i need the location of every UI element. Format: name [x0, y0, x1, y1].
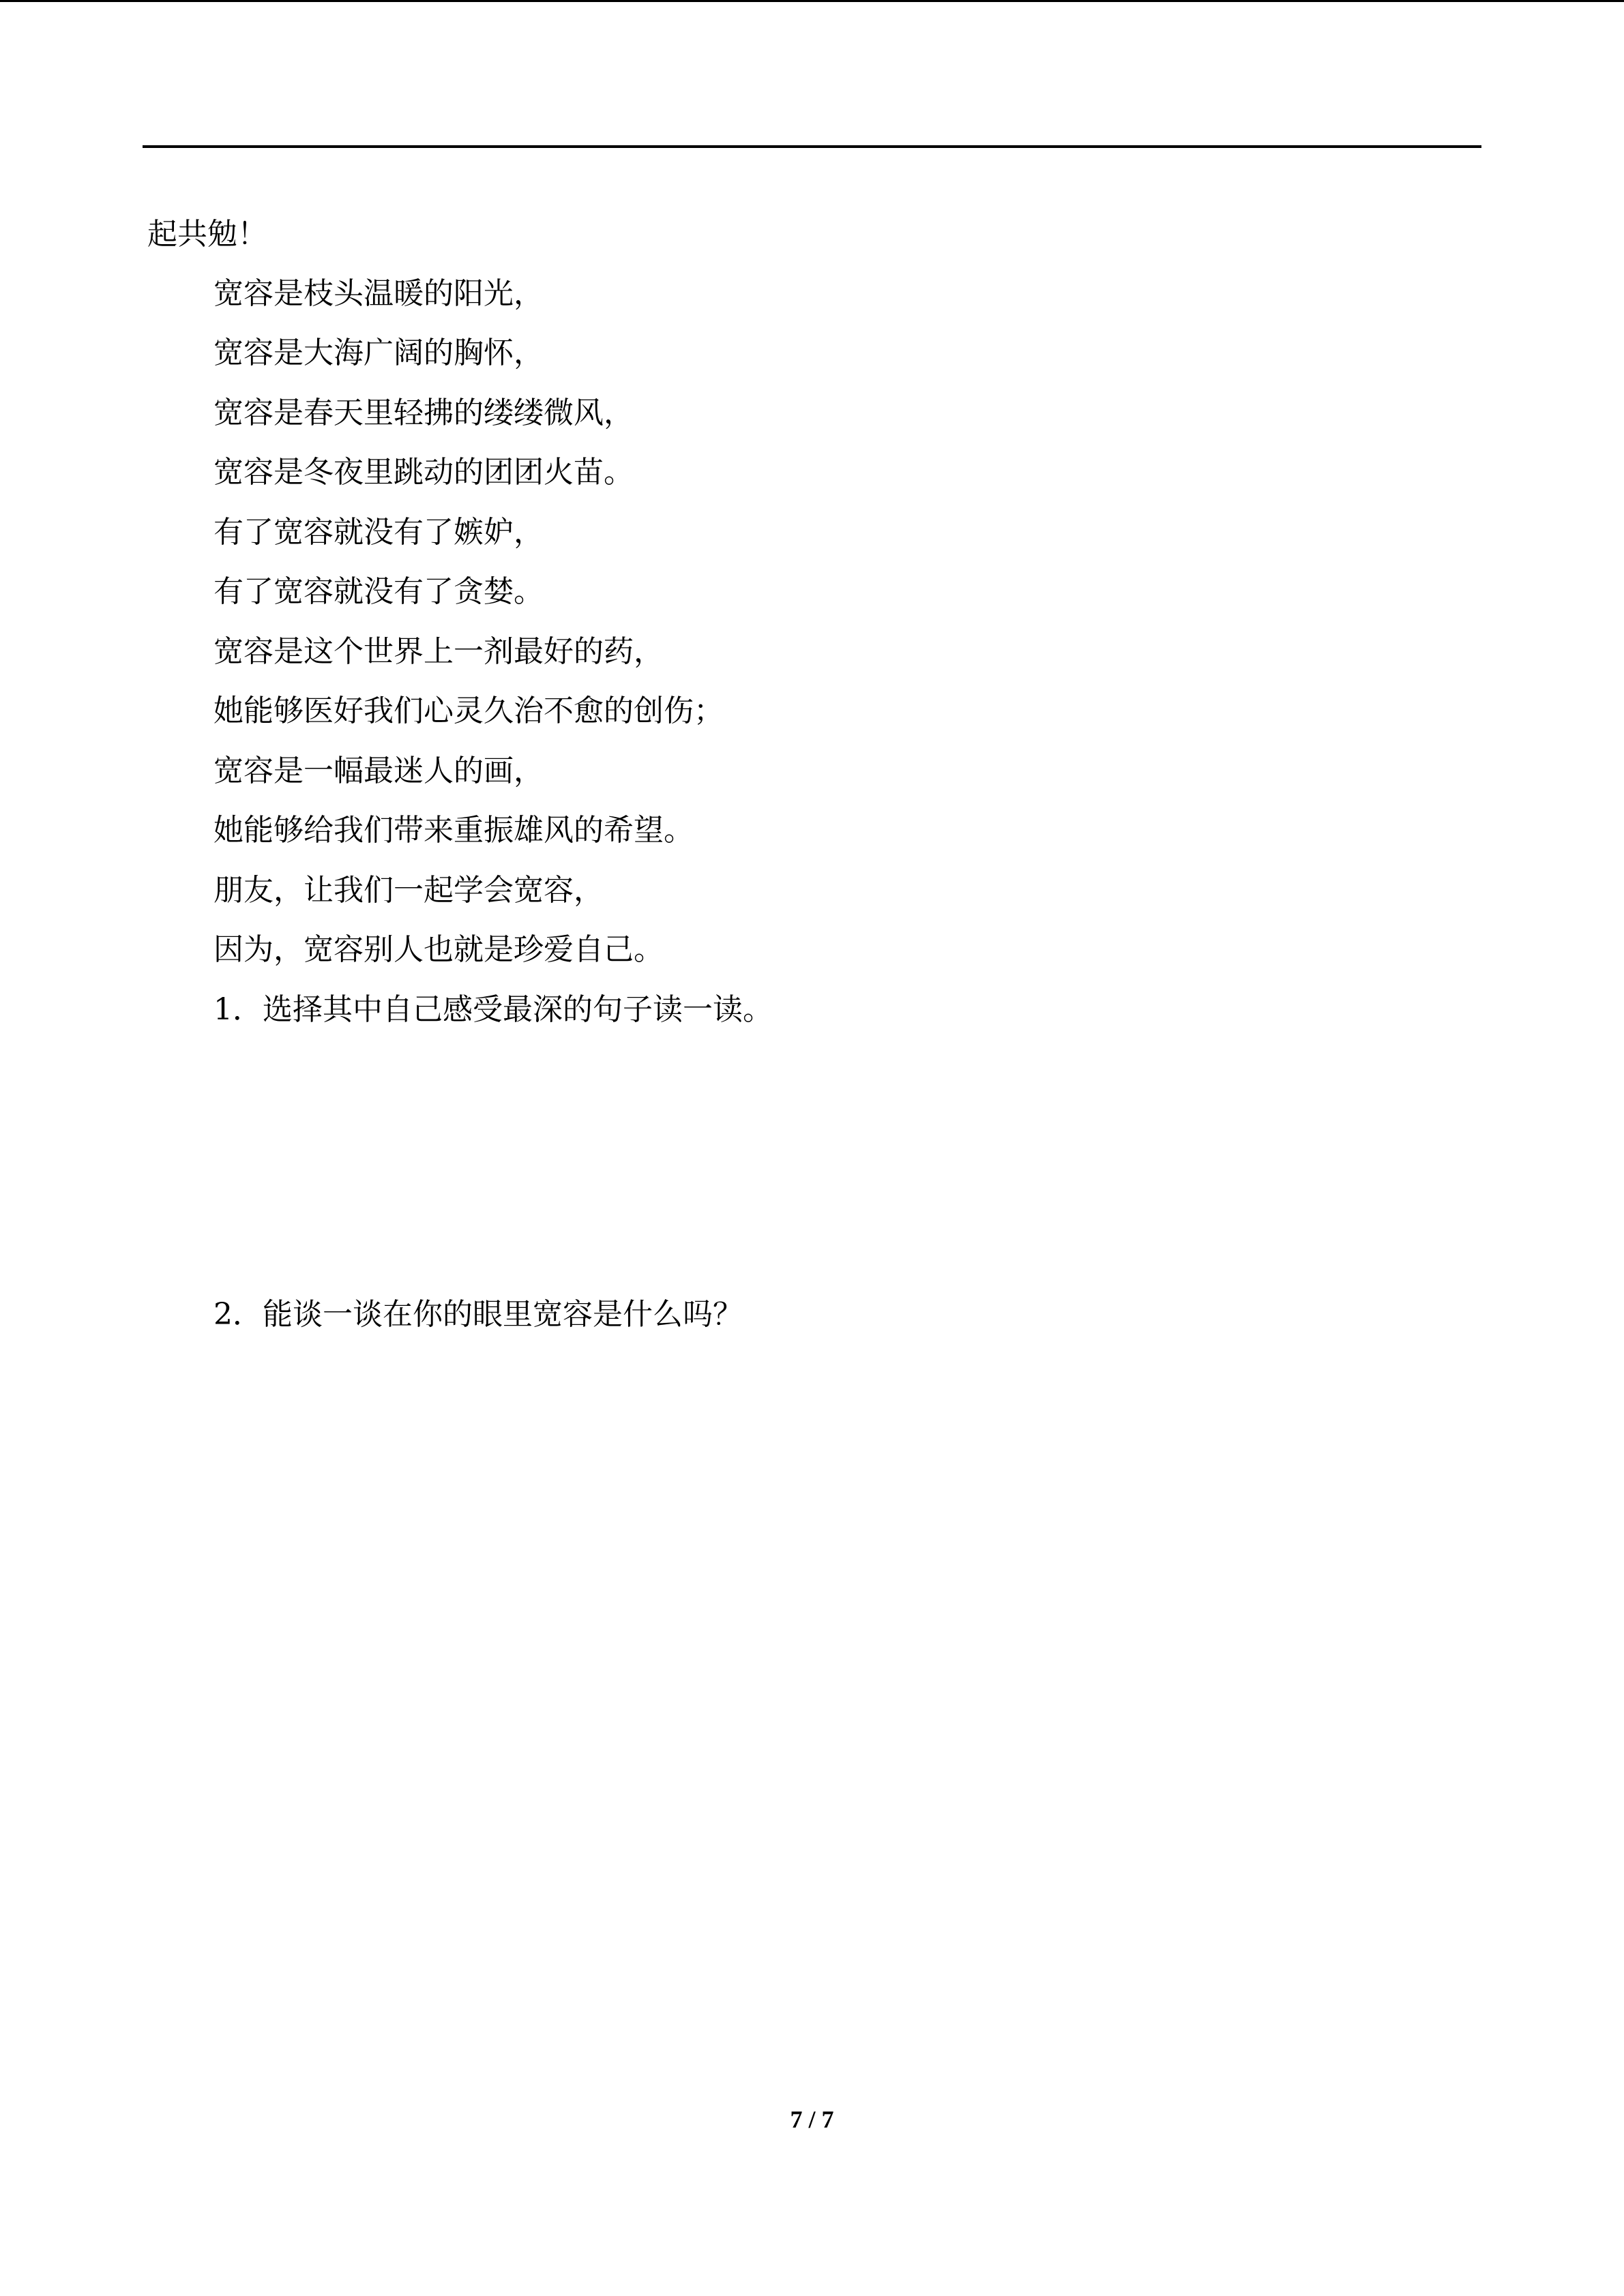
poem-line: 宽容是大海广阔的胸怀，	[213, 336, 544, 370]
page-top-border	[0, 0, 1624, 2]
poem-line: 宽容是春天里轻拂的缕缕微风，	[213, 396, 634, 430]
poem-line: 她能够给我们带来重振雄风的希望。	[213, 813, 694, 848]
poem-line: 有了宽容就没有了嫉妒，	[213, 515, 544, 550]
question-1: 1．选择其中自己感受最深的句子读一读。	[213, 992, 773, 1027]
poem-line: 朋友，让我们一起学会宽容，	[213, 873, 604, 908]
page-number: 7 / 7	[790, 2106, 834, 2133]
poem-line: 有了宽容就没有了贪婪。	[213, 574, 544, 609]
continuation-text: 起共勉！	[147, 217, 267, 252]
poem-line: 宽容是一幅最迷人的画，	[213, 754, 544, 788]
header-rule	[143, 145, 1481, 148]
question-2: 2．能谈一谈在你的眼里宽容是什么吗？	[213, 1297, 743, 1332]
poem-line: 因为，宽容别人也就是珍爱自己。	[213, 932, 664, 967]
poem-line: 宽容是这个世界上一剂最好的药，	[213, 634, 664, 669]
poem-line: 宽容是枝头温暖的阳光，	[213, 276, 544, 311]
poem-line: 她能够医好我们心灵久治不愈的创伤；	[213, 694, 724, 728]
poem-line: 宽容是冬夜里跳动的团团火苗。	[213, 455, 634, 490]
